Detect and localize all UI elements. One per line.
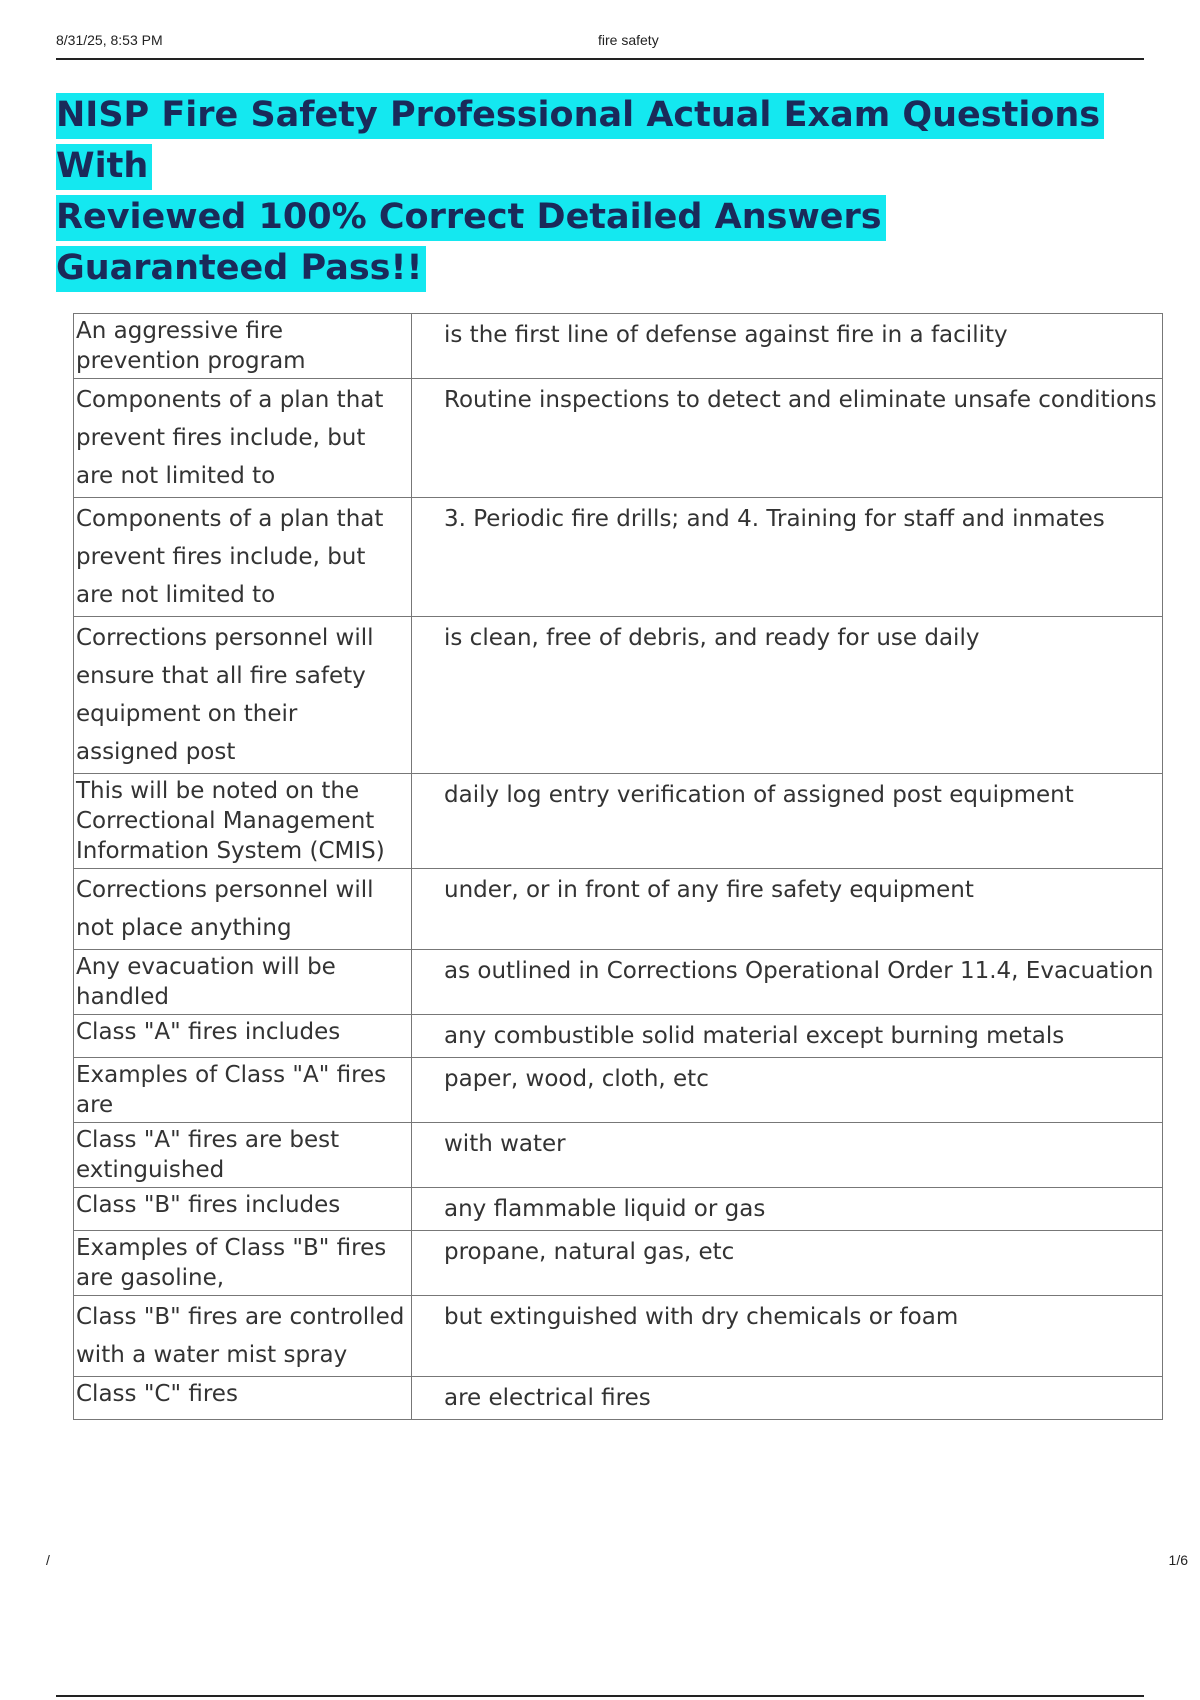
question-cell: Corrections personnel will ensure that all fire safety equipment on their assigned post — [74, 617, 412, 774]
answer-cell: but extinguished with dry chemicals or foam — [412, 1296, 1163, 1377]
question-cell: Corrections personnel will not place anything — [74, 869, 412, 950]
question-cell: Components of a plan that prevent fires include, but are not limited to — [74, 379, 412, 498]
answer-cell: propane, natural gas, etc — [412, 1231, 1163, 1296]
question-cell: Any evacuation will be handled — [74, 950, 412, 1015]
question-cell: An aggressive fire prevention program — [74, 314, 412, 379]
table-row — [74, 774, 1163, 869]
answer-cell: are electrical fires — [412, 1377, 1163, 1420]
question-cell: Components of a plan that prevent fires include, but are not limited to — [74, 498, 412, 617]
bottom-divider — [56, 1695, 1144, 1697]
table-row — [74, 1058, 1163, 1123]
table-row — [74, 379, 1163, 498]
answer-cell: any combustible solid material except burning metals — [412, 1015, 1163, 1058]
question-cell: Class "A" fires are best extinguished — [74, 1123, 412, 1188]
question-cell: This will be noted on the Correctional Management Information System (CMIS) — [74, 774, 412, 869]
table-row — [74, 617, 1163, 774]
question-cell: Class "B" fires are controlled with a water mist spray — [74, 1296, 412, 1377]
document-title — [56, 90, 1116, 294]
table-row — [74, 950, 1163, 1015]
question-cell: Class "C" fires — [74, 1377, 412, 1420]
answer-cell: 3. Periodic fire drills; and 4. Training for staff and inmates — [412, 498, 1163, 617]
answer-cell: daily log entry verification of assigned post equipment — [412, 774, 1163, 869]
table-row — [74, 1188, 1163, 1231]
print-page-title: fire safety — [598, 32, 659, 48]
question-cell: Class "A" fires includes — [74, 1015, 412, 1058]
answer-cell: Routine inspections to detect and eliminate unsafe conditions — [412, 379, 1163, 498]
table-row — [74, 1231, 1163, 1296]
table-row — [74, 1123, 1163, 1188]
table-row — [74, 314, 1163, 379]
table-row — [74, 1377, 1163, 1420]
table-row — [74, 1015, 1163, 1058]
answer-cell: paper, wood, cloth, etc — [412, 1058, 1163, 1123]
document-title-line-1: NISP Fire Safety Professional Actual Exam Questions With — [56, 93, 1104, 190]
print-header — [56, 28, 1144, 60]
answer-cell: any flammable liquid or gas — [412, 1188, 1163, 1231]
table-row — [74, 869, 1163, 950]
answer-cell: with water — [412, 1123, 1163, 1188]
table-row — [74, 1296, 1163, 1377]
answer-cell: under, or in front of any fire safety equipment — [412, 869, 1163, 950]
qa-table — [73, 313, 1163, 1420]
question-cell: Examples of Class "A" fires are — [74, 1058, 412, 1123]
answer-cell: is the first line of defense against fire in a facility — [412, 314, 1163, 379]
answer-cell: as outlined in Corrections Operational Order 11.4, Evacuation — [412, 950, 1163, 1015]
answer-cell: is clean, free of debris, and ready for use daily — [412, 617, 1163, 774]
question-cell: Class "B" fires includes — [74, 1188, 412, 1231]
print-url: / — [46, 1552, 50, 1568]
document-title-line-2: Reviewed 100% Correct Detailed Answers Guaranteed Pass!! — [56, 195, 886, 292]
page-number: 1/6 — [1168, 1552, 1188, 1568]
print-datetime: 8/31/25, 8:53 PM — [56, 32, 163, 48]
table-row — [74, 498, 1163, 617]
question-cell: Examples of Class "B" fires are gasoline, — [74, 1231, 412, 1296]
